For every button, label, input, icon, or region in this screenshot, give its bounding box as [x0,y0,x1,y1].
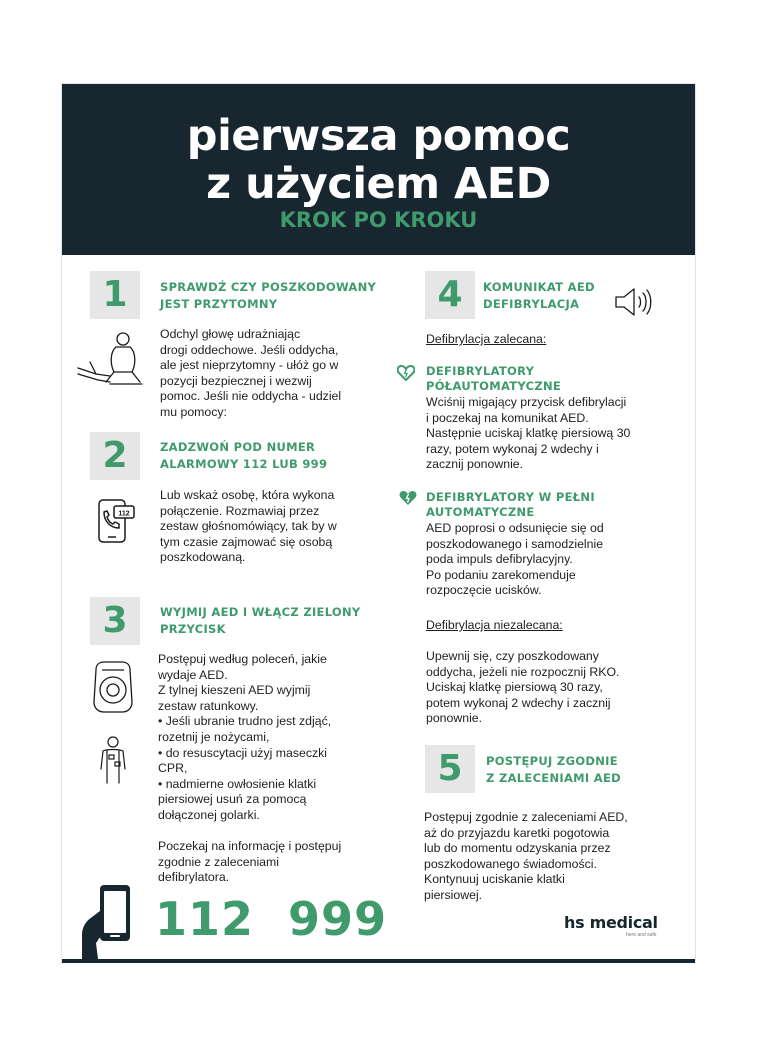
defibrillation-recommended-label: Defibrylacja zalecana: [426,332,547,346]
step-4-title: KOMUNIKAT AED DEFIBRYLACJA [483,280,595,311]
person-electrodes-icon [95,735,131,785]
step-5-title: POSTĘPUJ ZGODNIE Z ZALECENIAMI AED [486,754,621,785]
bottom-bar [62,959,695,963]
full-auto-title: DEFIBRYLATORY W PEŁNI AUTOMATYCZNE [426,490,595,519]
smartphone-call-icon [97,498,137,544]
step-2-title: ZADZWOŃ POD NUMER ALARMOWY 112 LUB 999 [160,440,328,471]
title-line-1: pierwsza pomoc [186,111,571,161]
step-5-text: Postępuj zgodnie z zaleceniami AED, aż do przyjazdu karetki pogotowia lub do momentu odzyskania przez poszkodowanego świadomości. Kontynuuj uciskanie klatki piersiowej. [424,810,628,902]
aed-device-icon [90,660,136,714]
heart-outline-icon [397,365,415,381]
brand-tagline: here and safe [626,932,657,938]
defibrillation-not-recommended-label: Defibrylacja niezalecana: [426,618,563,632]
not-recommended-text: Upewnij się, czy poszkodowany oddycha, jeżeli nie rozpocznij RKO. Uciskaj klatkę piersiową 30 razy, potem wykonaj 2 wdechy i zacznij ponownie. [426,649,620,726]
hand-phone-icon [76,883,136,959]
semi-auto-text: Wciśnij migający przycisk defibrylacji i poczekaj na komunikat AED. Następnie uciskaj klatkę piersiową 30 razy, potem wykonaj 2 wdechy i zacznij ponownie. [426,395,631,472]
emergency-numbers: 112 999 [155,892,388,946]
title-line-2: z użyciem AED [206,159,551,209]
heart-filled-icon [399,490,417,506]
page-title [62,112,695,208]
speaker-icon [614,286,654,318]
step-3-number: 3 [90,597,140,645]
step-3-title: WYJMIJ AED I WŁĄCZ ZIELONY PRZYCISK [160,605,361,636]
step-1-number: 1 [90,271,140,319]
step-2-number: 2 [90,432,140,480]
step-4-number: 4 [425,271,475,319]
full-auto-text: AED poprosi o odsunięcie się od poszkodowanego i samodzielnie poda impuls defibrylacyjny. Po podaniu zarekomenduje rozpoczęcie ucisków. [426,521,604,598]
header-banner [62,84,695,255]
semi-auto-title: DEFIBRYLATORY PÓŁAUTOMATYCZNE [426,364,562,393]
phone-icon-number: 112 [118,510,130,518]
page-subtitle: KROK PO KROKU [279,208,478,232]
step-1-text: Odchyl głowę udrażniając drogi oddechowe. Jeśli oddycha, ale jest nieprzytomny - ułóż go w pozycji bezpiecznej i wezwij pomoc. Jeśli nie oddycha - udziel mu pomocy: [160,327,342,419]
recovery-position-icon [76,330,148,388]
step-3-text: Postępuj według poleceń, jakie wydaje AED. Z tylnej kieszeni AED wyjmij zestaw ratunkowy. • Jeśli ubranie trudno jest zdjąć, rozetnij je nożycami, • do resuscytacji użyj maseczki CPR, • nadmierne owłosienie klatki piersiowej usuń za pomocą dołączonej golarki. Poczekaj na informację i postępuj zgodnie z zaleceniami defibrylatora. [158,652,342,885]
step-2-text: Lub wskaż osobę, która wykona połączenie. Rozmawiaj przez zestaw głośnomówiący, tak by w tym czasie zajmować się osobą poszkodowaną. [160,488,337,565]
brand-logo-text: hs medical [564,913,658,932]
step-1-title: SPRAWDŹ CZY POSZKODOWANY JEST PRZYTOMNY [160,280,377,311]
step-5-number: 5 [425,745,475,793]
